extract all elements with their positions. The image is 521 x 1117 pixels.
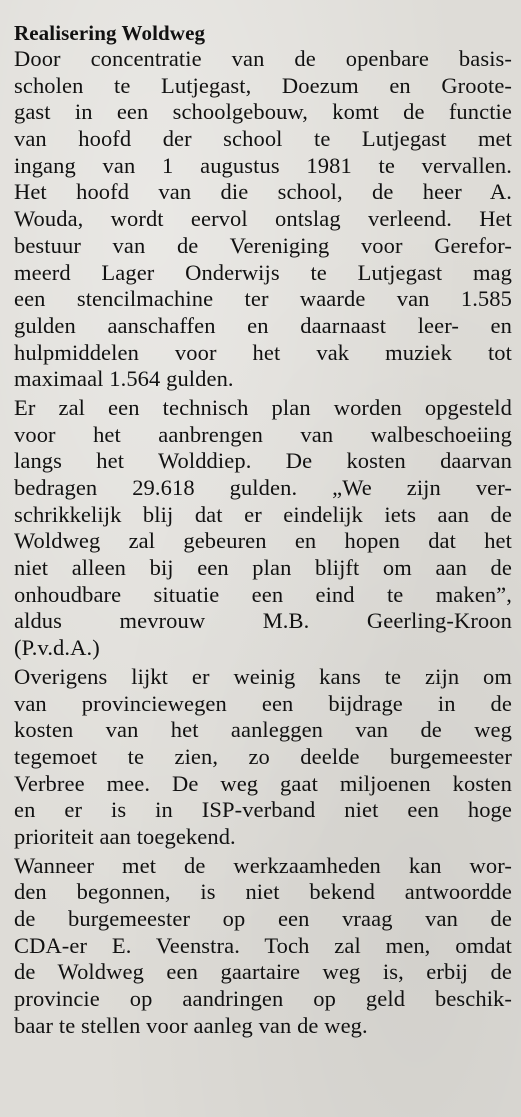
text-line: schrikkelijk blij dat er eindelijk iets aan de [14,501,512,527]
text-line: de burgemeester op een vraag van de [14,906,512,931]
text-line: provincie op aandringen op geld beschik- [14,986,512,1012]
article [14,20,512,1041]
text-line: Wouda, wordt eervol ontslag verleend. Het [14,206,512,232]
text-line: ingang van 1 augustus 1981 te vervallen. [14,152,512,178]
text-line: de Woldweg een gaartaire weg is, erbij de [14,959,512,985]
text-line: CDA-er E. Veenstra. Toch zal men, omdat [14,932,512,958]
text-line: langs het Wolddiep. De kosten daarvan [14,448,512,474]
text-line: maximaal 1.564 gulden. [14,366,234,392]
paragraph-2 [14,395,512,662]
text-line: meerd Lager Onderwijs te Lutjegast mag [14,259,512,285]
text-line: en er is in ISP-verband niet een hoge [14,797,512,823]
text-line: niet alleen bij een plan blijft om aan de [14,555,512,581]
text-line: Er zal een technisch plan worden opgesteld [14,394,512,420]
paragraph-3 [14,664,512,851]
text-line: hulpmiddelen voor het vak muziek tot [14,339,512,365]
text-line: bedragen 29.618 gulden. „We zijn ver- [14,475,512,500]
text-line: van provinciewegen een bijdrage in de [14,690,512,716]
text-line: een stencilmachine ter waarde van 1.585 [14,286,512,312]
text-line: Het hoofd van die school, de heer A. [14,179,512,205]
text-line: voor het aanbrengen van walbeschoeiing [14,421,512,447]
text-line: onhoudbare situatie een eind te maken”, [14,581,512,607]
text-line: kosten van het aanleggen van de weg [14,717,512,743]
text-line: Woldweg zal gebeuren en hopen dat het [14,528,512,554]
text-line: tegemoet te zien, zo deelde burgemeester [14,743,512,769]
text-line: bestuur van de Vereniging voor Gerefor- [14,232,512,258]
article-headline: Realisering Woldweg [14,21,206,45]
text-line: gast in een schoolgebouw, komt de functie [14,99,512,125]
text-line: aldus mevrouw M.B. Geerling-Kroon [14,608,512,634]
text-line: den begonnen, is niet bekend antwoordde [14,879,512,905]
text-line: prioriteit aan toegekend. [14,823,236,849]
text-line: Verbree mee. De weg gaat miljoenen kosten [14,770,512,796]
text-line: Wanneer met de werkzaamheden kan wor- [14,852,512,878]
paragraph-4 [14,853,512,1040]
text-line: Door concentratie van de openbare basis- [14,46,512,71]
text-line: Overigens lijkt er weinig kans te zijn om [14,663,512,689]
text-line: gulden aanschaffen en daarnaast leer- en [14,312,512,338]
paragraph-1 [14,46,512,393]
text-line: (P.v.d.A.) [14,635,100,661]
text-line: van hoofd der school te Lutjegast met [14,126,512,152]
text-line: baar te stellen voor aanleg van de weg. [14,1012,368,1038]
text-line: scholen te Lutjegast, Doezum en Groote- [14,72,512,98]
